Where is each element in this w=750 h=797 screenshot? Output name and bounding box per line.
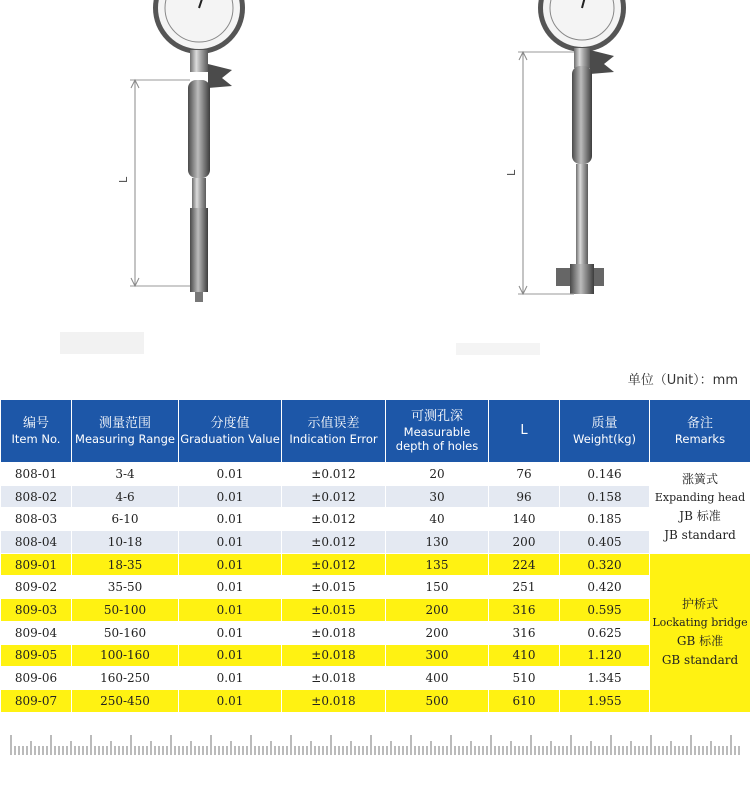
table-row	[1, 463, 750, 486]
dimension-label-left: L	[117, 176, 130, 183]
cell-error: ±0.012	[282, 508, 386, 531]
table-row	[1, 667, 750, 690]
cell-graduation: 0.01	[179, 644, 282, 667]
cell-graduation: 0.01	[179, 599, 282, 622]
cell-item-no: 808-01	[1, 463, 72, 486]
cell-graduation: 0.01	[179, 576, 282, 599]
cell-depth: 135	[386, 553, 489, 576]
table-row	[1, 485, 750, 508]
cell-weight: 0.320	[560, 553, 650, 576]
cell-graduation: 0.01	[179, 689, 282, 712]
cell-graduation: 0.01	[179, 531, 282, 554]
cell-depth: 30	[386, 485, 489, 508]
table-row	[1, 553, 750, 576]
table-row	[1, 599, 750, 622]
cell-item-no: 809-06	[1, 667, 72, 690]
dimension-label-right: L	[505, 169, 518, 176]
cell-range: 160-250	[72, 667, 179, 690]
spec-table	[0, 399, 750, 713]
cell-l: 610	[489, 689, 560, 712]
header-l: L	[489, 400, 560, 463]
cell-weight: 1.955	[560, 689, 650, 712]
cell-l: 76	[489, 463, 560, 486]
gauge-right	[456, 0, 626, 355]
cell-error: ±0.018	[282, 667, 386, 690]
cell-weight: 1.120	[560, 644, 650, 667]
cell-weight: 0.146	[560, 463, 650, 486]
header-weight: 质量 Weight(kg)	[560, 400, 650, 463]
cell-depth: 400	[386, 667, 489, 690]
cell-item-no: 808-04	[1, 531, 72, 554]
cell-error: ±0.015	[282, 599, 386, 622]
cell-graduation: 0.01	[179, 621, 282, 644]
cell-l: 410	[489, 644, 560, 667]
cell-error: ±0.012	[282, 553, 386, 576]
table-row	[1, 689, 750, 712]
cell-weight: 0.625	[560, 621, 650, 644]
cell-error: ±0.012	[282, 485, 386, 508]
cell-weight: 0.595	[560, 599, 650, 622]
cell-range: 250-450	[72, 689, 179, 712]
cell-item-no: 809-01	[1, 553, 72, 576]
cell-l: 251	[489, 576, 560, 599]
cell-depth: 20	[386, 463, 489, 486]
cell-range: 18-35	[72, 553, 179, 576]
cell-depth: 130	[386, 531, 489, 554]
header-indication-error: 示值误差 Indication Error	[282, 400, 386, 463]
cell-graduation: 0.01	[179, 553, 282, 576]
table-row	[1, 576, 750, 599]
cell-error: ±0.018	[282, 621, 386, 644]
cell-l: 316	[489, 621, 560, 644]
ruler-decoration	[10, 733, 740, 755]
cell-range: 3-4	[72, 463, 179, 486]
cell-item-no: 808-02	[1, 485, 72, 508]
cell-range: 50-160	[72, 621, 179, 644]
cell-error: ±0.018	[282, 689, 386, 712]
cell-range: 50-100	[72, 599, 179, 622]
cell-weight: 1.345	[560, 667, 650, 690]
cell-depth: 200	[386, 599, 489, 622]
cell-l: 224	[489, 553, 560, 576]
cell-item-no: 809-05	[1, 644, 72, 667]
cell-depth: 300	[386, 644, 489, 667]
table-row	[1, 508, 750, 531]
cell-depth: 200	[386, 621, 489, 644]
cell-item-no: 809-02	[1, 576, 72, 599]
cell-l: 200	[489, 531, 560, 554]
cell-range: 10-18	[72, 531, 179, 554]
cell-item-no: 808-03	[1, 508, 72, 531]
cell-error: ±0.012	[282, 531, 386, 554]
cell-range: 6-10	[72, 508, 179, 531]
header-remarks: 备注 Remarks	[650, 400, 750, 463]
cell-depth: 500	[386, 689, 489, 712]
remarks-expanding-head: 涨簧式 Expanding head JB 标准 JB standard	[650, 463, 750, 554]
cell-graduation: 0.01	[179, 463, 282, 486]
cell-item-no: 809-03	[1, 599, 72, 622]
cell-range: 35-50	[72, 576, 179, 599]
cell-weight: 0.158	[560, 485, 650, 508]
header-measurable-depth: 可测孔深 Measurable depth of holes	[386, 400, 489, 463]
gauge-left	[60, 0, 245, 354]
cell-weight: 0.420	[560, 576, 650, 599]
cell-weight: 0.185	[560, 508, 650, 531]
cell-depth: 40	[386, 508, 489, 531]
unit-note: 单位（Unit）：mm	[627, 373, 738, 388]
cell-error: ±0.012	[282, 463, 386, 486]
cell-error: ±0.018	[282, 644, 386, 667]
bore-gauge-illustration	[0, 0, 750, 365]
cell-l: 96	[489, 485, 560, 508]
cell-l: 316	[489, 599, 560, 622]
cell-range: 100-160	[72, 644, 179, 667]
header-item-no: 编号 Item No.	[1, 400, 72, 463]
cell-depth: 150	[386, 576, 489, 599]
cell-graduation: 0.01	[179, 667, 282, 690]
cell-l: 510	[489, 667, 560, 690]
cell-graduation: 0.01	[179, 508, 282, 531]
header-graduation-value: 分度值 Graduation Value	[179, 400, 282, 463]
cell-error: ±0.015	[282, 576, 386, 599]
cell-item-no: 809-07	[1, 689, 72, 712]
cell-item-no: 809-04	[1, 621, 72, 644]
header-row	[1, 400, 750, 463]
cell-l: 140	[489, 508, 560, 531]
cell-graduation: 0.01	[179, 485, 282, 508]
cell-weight: 0.405	[560, 531, 650, 554]
remarks-locating-bridge: 护桥式 Lockating bridge GB 标准 GB standard	[650, 553, 750, 712]
table-row	[1, 531, 750, 554]
cell-range: 4-6	[72, 485, 179, 508]
table-row	[1, 621, 750, 644]
table-row	[1, 644, 750, 667]
header-measuring-range: 测量范围 Measuring Range	[72, 400, 179, 463]
